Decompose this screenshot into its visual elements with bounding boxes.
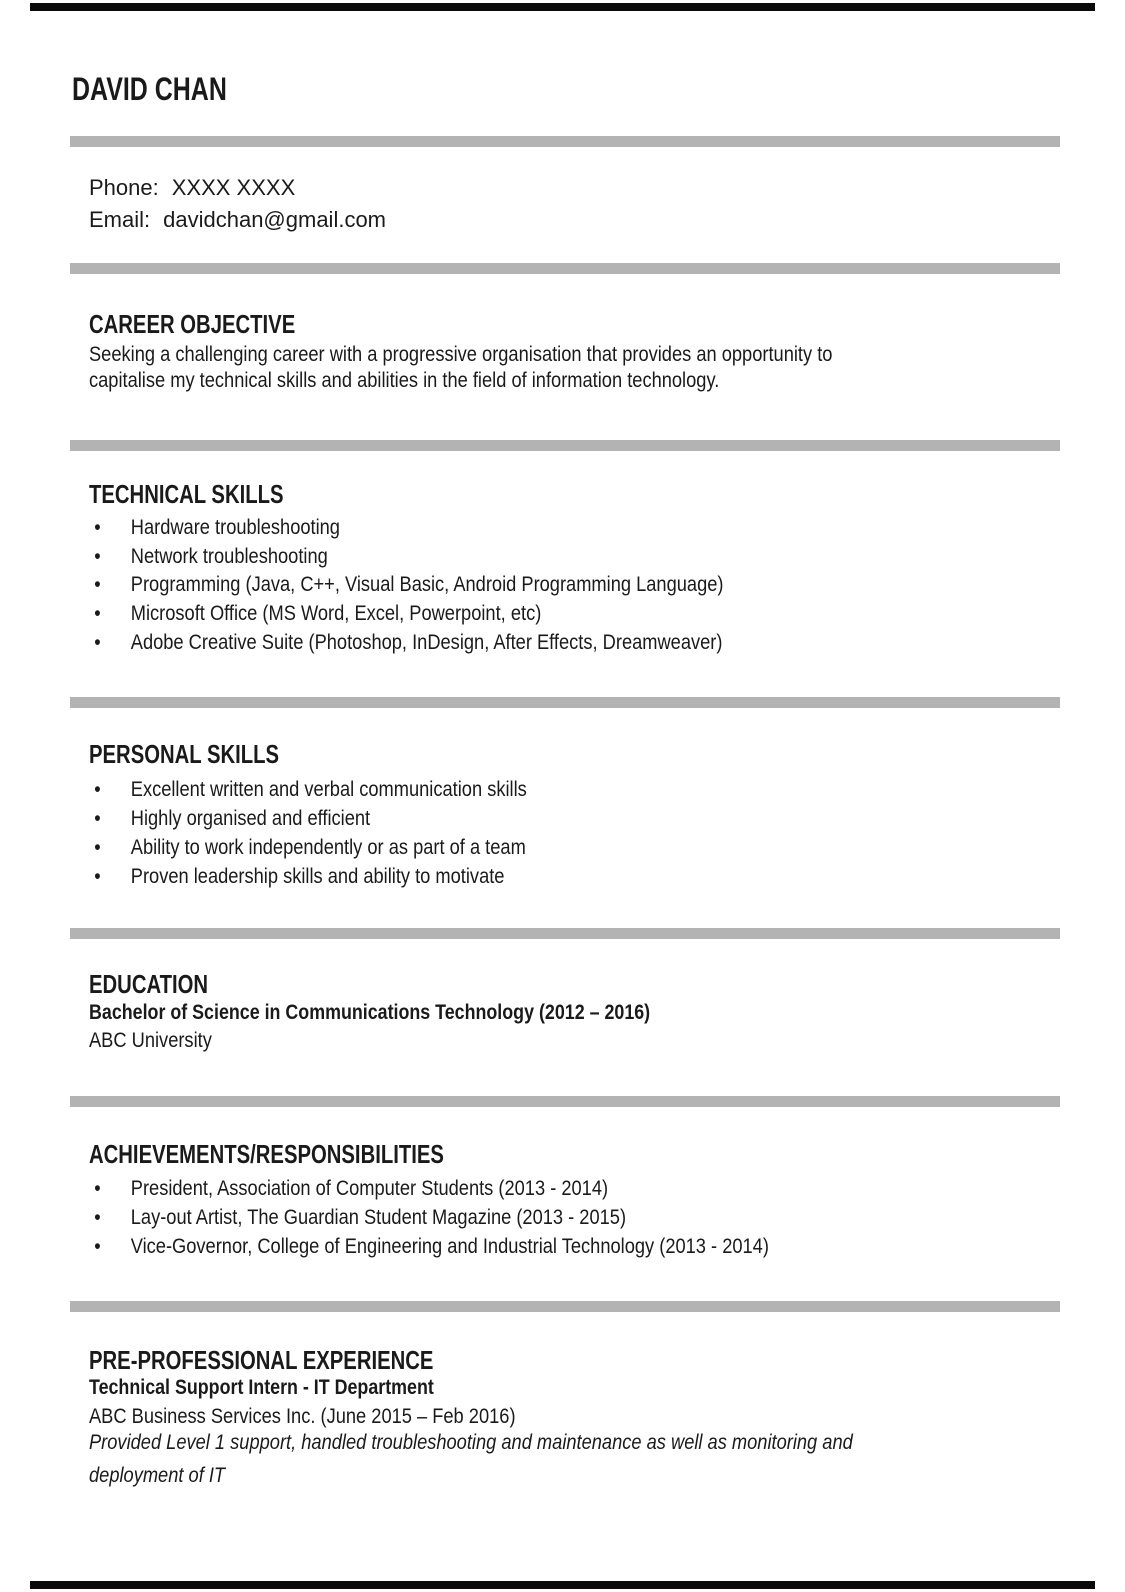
- top-border-bar: [30, 3, 1095, 11]
- experience-summary-line: Provided Level 1 support, handled troubleshooting and maintenance as well as monitoring and: [89, 1431, 853, 1454]
- list-item: • Network troubleshooting: [89, 543, 723, 572]
- list-item: • Hardware troubleshooting: [89, 514, 723, 543]
- phone-label: Phone:: [89, 175, 159, 200]
- email-label: Email:: [89, 207, 151, 232]
- technical-skills-heading: TECHNICAL SKILLS: [89, 479, 284, 509]
- list-item: • Proven leadership skills and ability to motivate: [89, 862, 527, 891]
- phone-value: XXXX XXXX: [171, 175, 296, 200]
- list-item: • President, Association of Computer Students (2013 - 2014): [89, 1174, 769, 1203]
- career-objective-heading: CAREER OBJECTIVE: [89, 309, 296, 339]
- list-item: • Vice-Governor, College of Engineering and Industrial Technology (2013 - 2014): [89, 1232, 769, 1261]
- section-divider: [70, 440, 1060, 451]
- section-divider: [70, 697, 1060, 708]
- list-item: • Lay-out Artist, The Guardian Student Magazine (2013 - 2015): [89, 1203, 769, 1232]
- list-item: • Excellent written and verbal communication skills: [89, 775, 527, 804]
- bottom-border-bar: [30, 1581, 1095, 1589]
- experience-heading: PRE-PROFESSIONAL EXPERIENCE: [89, 1345, 434, 1375]
- personal-skills-heading: PERSONAL SKILLS: [89, 739, 280, 769]
- list-item: • Programming (Java, C++, Visual Basic, Android Programming Language): [89, 571, 723, 600]
- section-divider: [70, 928, 1060, 939]
- achievements-list: [89, 1174, 769, 1261]
- education-school: ABC University: [89, 1029, 212, 1052]
- section-divider: [70, 1301, 1060, 1312]
- experience-role: Technical Support Intern - IT Department: [89, 1376, 434, 1399]
- section-divider: [70, 1096, 1060, 1107]
- technical-skills-list: [89, 514, 723, 658]
- experience-summary-line: deployment of IT: [89, 1464, 226, 1487]
- experience-company: ABC Business Services Inc. (June 2015 – Feb 2016): [89, 1405, 516, 1428]
- personal-skills-list: [89, 775, 527, 891]
- list-item: • Adobe Creative Suite (Photoshop, InDesign, After Effects, Dreamweaver): [89, 629, 723, 658]
- section-divider: [70, 136, 1060, 147]
- section-divider: [70, 263, 1060, 274]
- phone-line: [89, 175, 295, 201]
- education-heading: EDUCATION: [89, 969, 209, 999]
- email-value: davidchan@gmail.com: [163, 207, 387, 232]
- achievements-heading: ACHIEVEMENTS/RESPONSIBILITIES: [89, 1139, 444, 1169]
- list-item: • Microsoft Office (MS Word, Excel, Powerpoint, etc): [89, 600, 723, 629]
- list-item: • Ability to work independently or as part of a team: [89, 833, 527, 862]
- candidate-name: DAVID CHAN: [72, 71, 227, 107]
- career-objective-text-line: Seeking a challenging career with a progressive organisation that provides an opportunity to: [89, 343, 833, 366]
- education-degree: Bachelor of Science in Communications Technology (2012 – 2016): [89, 1001, 651, 1024]
- career-objective-text-line: capitalise my technical skills and abilities in the field of information technology.: [89, 369, 720, 392]
- email-line: [89, 207, 386, 233]
- list-item: • Highly organised and efficient: [89, 804, 527, 833]
